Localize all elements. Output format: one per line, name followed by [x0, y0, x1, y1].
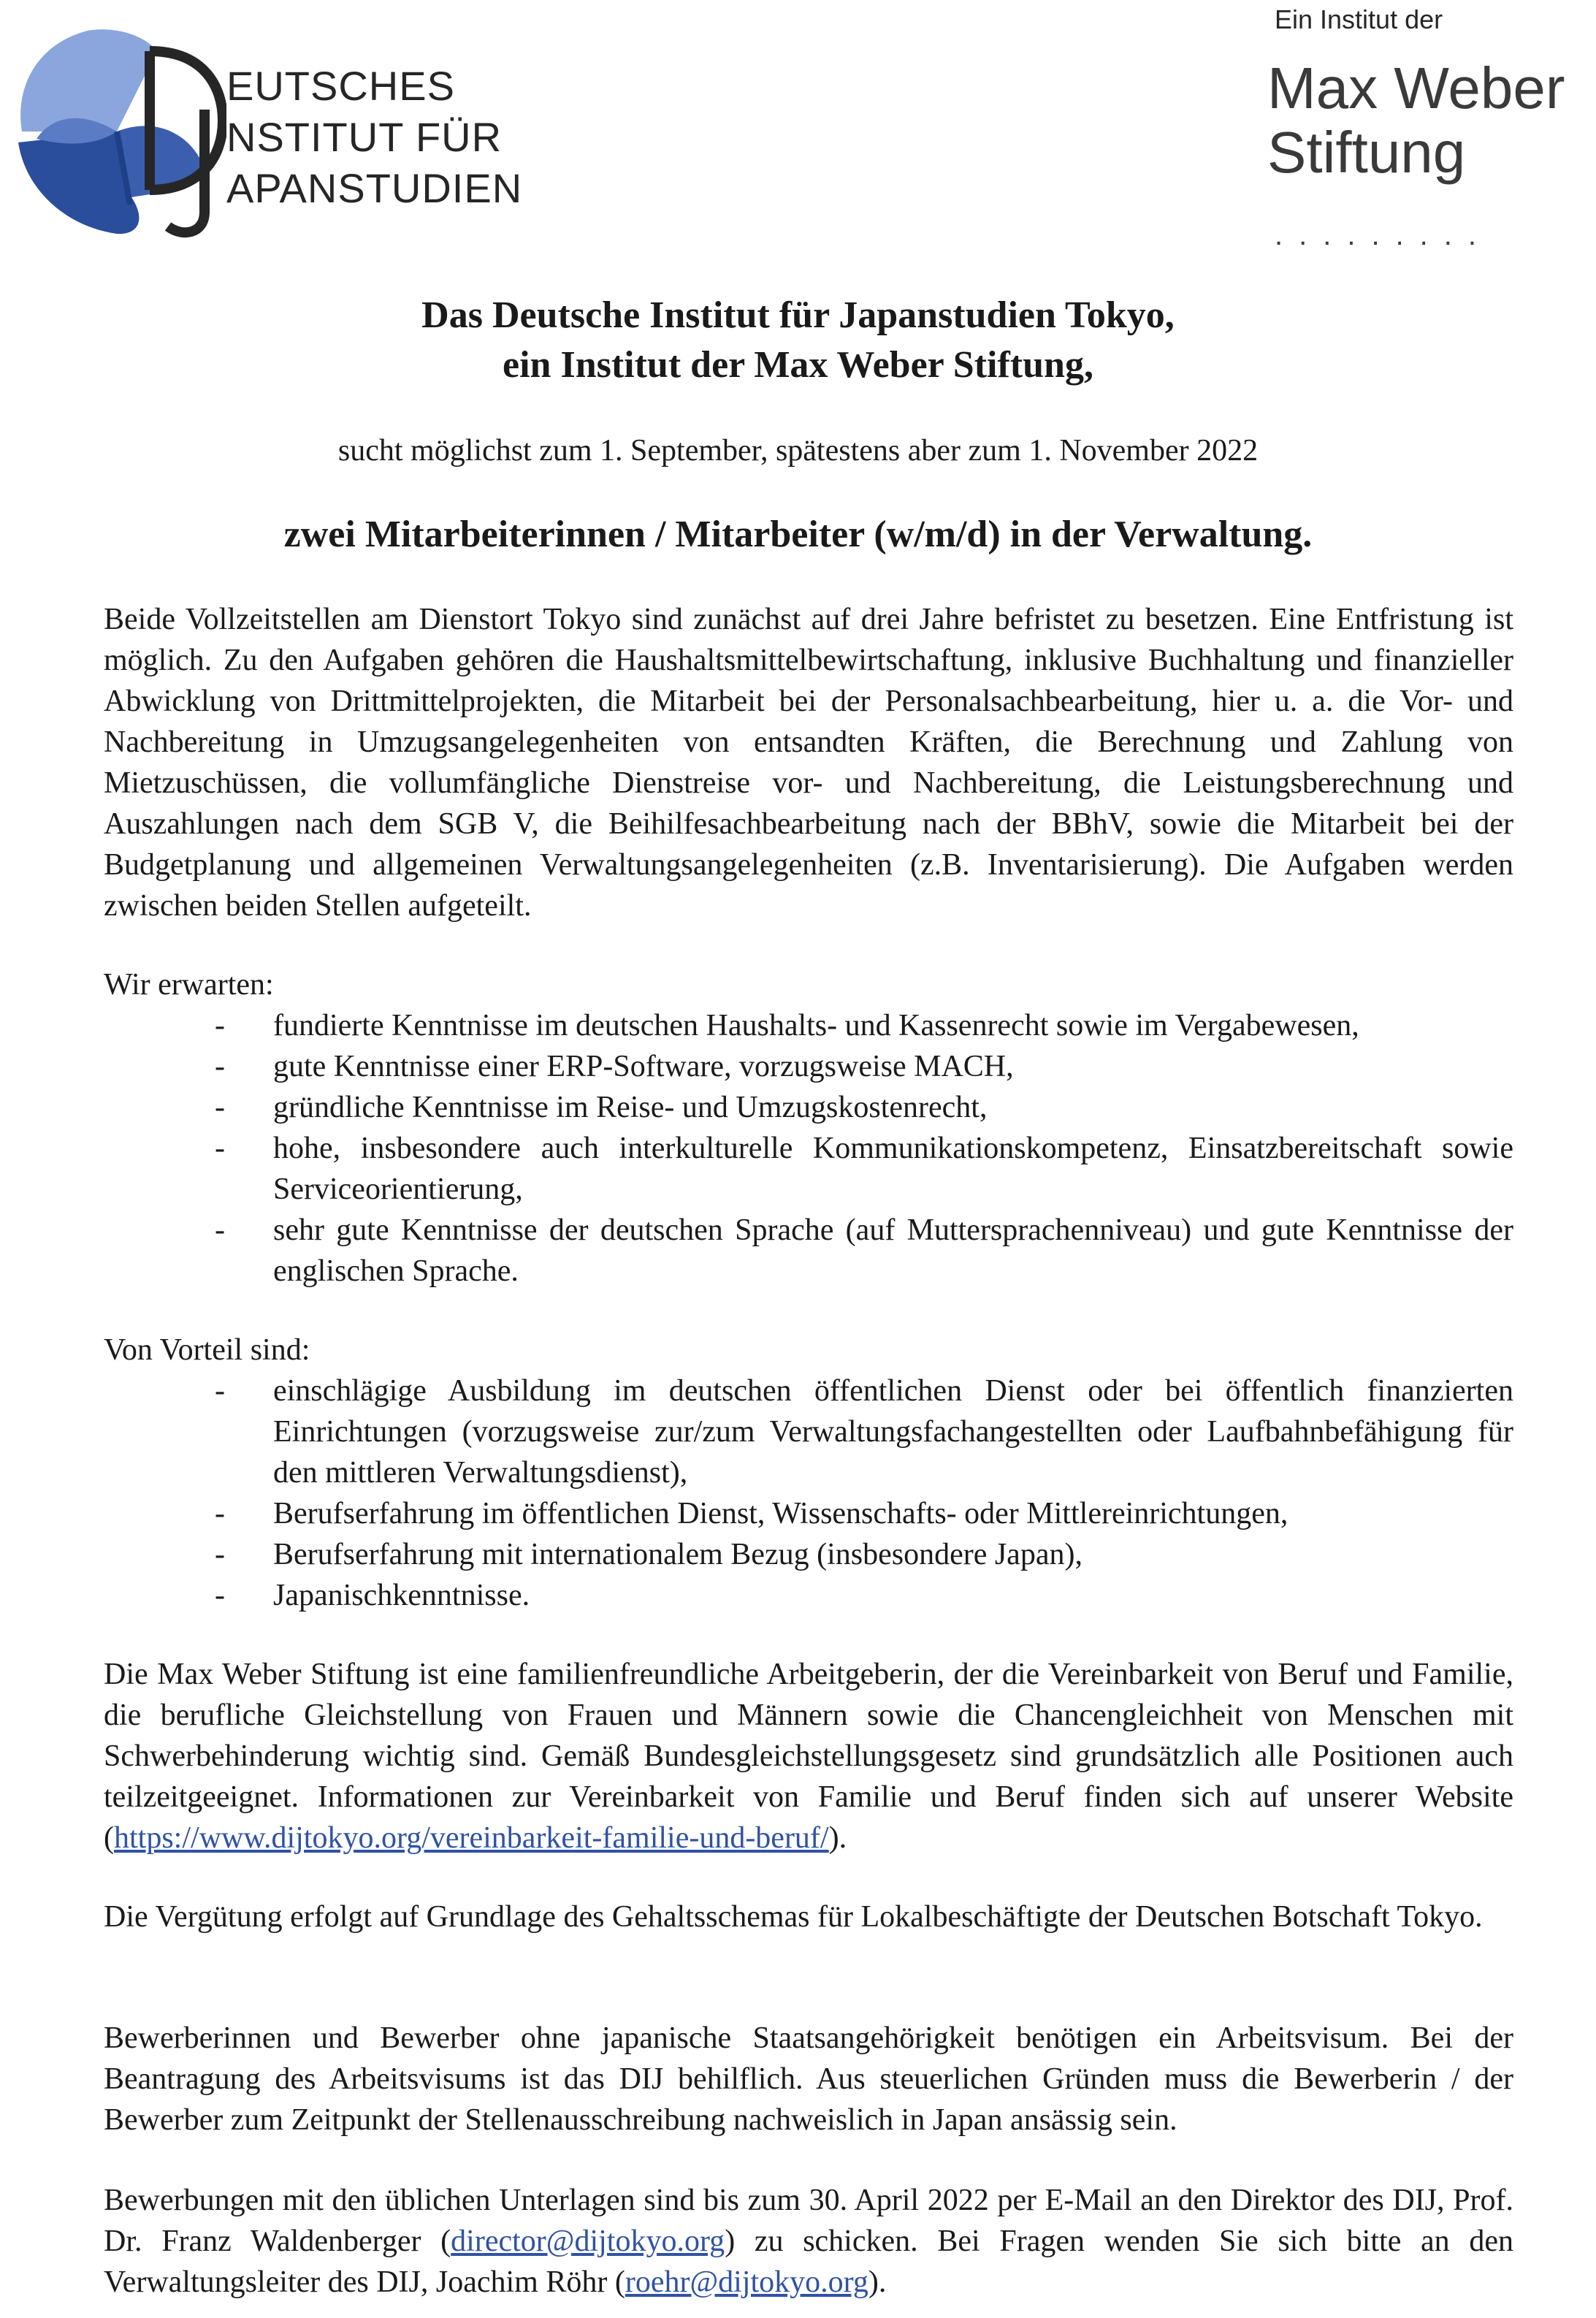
advantage-item: - einschlägige Ausbildung im deutschen öffentlichen Dienst oder bei öffentlich finanzierten Einrichtungen (vorzugsweise zur/zum Verwaltungsfachangestellten oder Laufbahnbefähigung für den mittleren Verwaltungsdienst), [215, 1374, 1513, 1490]
document-title-line2: ein Institut der Max Weber Stiftung, [503, 344, 1093, 386]
advantage-list [104, 1370, 1513, 1616]
expect-item: - hohe, insbesondere auch interkulturelle Kommunikationskompetenz, Einsatzbereitschaft sowie Serviceorientierung, [215, 1132, 1513, 1206]
advantage-item: - Berufserfahrung im öffentlichen Dienst, Wissenschafts- oder Mittlereinrichtungen, [215, 1497, 1288, 1530]
expect-item: - fundierte Kenntnisse im deutschen Haushalts- und Kassenrecht sowie im Vergabewesen, [215, 1009, 1359, 1042]
dij-logo-line2: NSTITUT FÜR [226, 114, 503, 160]
director-email-link[interactable]: director@dijtokyo.org [451, 2224, 725, 2258]
expect-item: - sehr gute Kenntnisse der deutschen Sprache (auf Muttersprachenniveau) und gute Kenntnisse der englischen Sprache. [215, 1213, 1513, 1288]
mws-logo-name-line1: Max Weber [1267, 56, 1565, 121]
dij-logo [7, 22, 523, 241]
document-title-line1: Das Deutsche Institut für Japanstudien Tokyo, [421, 294, 1175, 336]
mws-logo-tagline: Ein Institut der [1275, 4, 1443, 34]
visa-paragraph: Bewerberinnen und Bewerber ohne japanische Staatsangehörigkeit benötigen ein Arbeitsvisum. Bei der Beantragung des Arbeitsvisums ist das DIJ behilflich. Aus steuerlichen Gründen muss die Bewerberin / der Bewerber zum Zeitpunkt der Stellenausschreibung nachweislich in Japan ansässig sein. [104, 2021, 1513, 2137]
application-paragraph: Bewerbungen mit den üblichen Unterlagen sind bis zum 30. April 2022 per E-Mail an den Direktor des DIJ, Prof. Dr. Franz Waldenberger (director@dijtokyo.org) zu schicken. Bei Fragen wenden Sie sich bitte an den Verwaltungsleiter des DIJ, Joachim Röhr (roehr@dijtokyo.org). [104, 2184, 1513, 2299]
expect-item: - gründliche Kenntnisse im Reise- und Umzugskostenrecht, [215, 1091, 988, 1124]
position-title: zwei Mitarbeiterinnen / Mitarbeiter (w/m/d) in der Verwaltung. [283, 514, 1313, 555]
mws-logo-dots: ......... [1275, 219, 1493, 251]
advantage-item: - Berufserfahrung mit internationalem Bezug (insbesondere Japan), [215, 1538, 1083, 1571]
intro-paragraph: Beide Vollzeitstellen am Dienstort Tokyo sind zunächst auf drei Jahre befristet zu besetzen. Eine Entfristung ist möglich. Zu den Aufgaben gehören die Haushaltsmittelbewirtschaftung, inklusive Buchhaltung und finanzieller Abwicklung von Drittmittelprojekten, die Mitarbeit bei der Personalsachbearbeitung, hier u. a. die Vor- und Nachbereitung in Umzugsangelegenheiten von entsandten Kräften, die Berechnung und Zahlung von Mietzuschüssen, die vollumfängliche Dienstreise vor- und Nachbereitung, die Leistungsberechnung und Auszahlungen nach dem SGB V, die Beihilfesachbearbeitung nach der BBhV, sowie die Mitarbeit bei der Budgetplanung und allgemeinen Verwaltungsangelegenheiten (z.B. Inventarisierung). Die Aufgaben werden zwischen beiden Stellen aufgeteilt. [104, 603, 1513, 923]
expect-item: - gute Kenntnisse einer ERP-Software, vorzugsweise MACH, [215, 1050, 1014, 1083]
dij-logo-line1: EUTSCHES [226, 63, 455, 109]
document-subtitle: sucht möglichst zum 1. September, spätestens aber zum 1. November 2022 [337, 434, 1259, 468]
roehr-email-link[interactable]: roehr@dijtokyo.org [625, 2265, 868, 2299]
expect-list [104, 1005, 1513, 1292]
family-paragraph: Die Max Weber Stiftung ist eine familienfreundliche Arbeitgeberin, der die Vereinbarkeit von Beruf und Familie, die berufliche Gleichstellung von Frauen und Männern sowie die Chancengleichheit von Menschen mit Schwerbehinderung wichtig sind. Gemäß Bundesgleichstellungsgesetz sind grundsätzlich alle Positionen auch teilzeitgeeignet. Informationen zur Vereinbarkeit von Familie und Beruf finden sich auf unserer Website (https://www.dijtokyo.org/vereinbarkeit-familie-und-beruf/). [104, 1658, 1513, 1855]
advantage-item: - Japanischkenntnisse. [215, 1579, 530, 1612]
salary-paragraph: Die Vergütung erfolgt auf Grundlage des Gehaltsschemas für Lokalbeschäftigte der Deutschen Botschaft Tokyo. [104, 1900, 1483, 1934]
advantage-label: Von Vorteil sind: [104, 1333, 310, 1367]
expect-label: Wir erwarten: [104, 968, 274, 1002]
family-website-link[interactable]: https://www.dijtokyo.org/vereinbarkeit-familie-und-beruf/ [114, 1821, 829, 1855]
dij-logo-line3: APANSTUDIEN [226, 165, 523, 211]
mws-logo-name-line2: Stiftung [1267, 120, 1466, 185]
ginkgo-leaf-icon [7, 22, 226, 241]
